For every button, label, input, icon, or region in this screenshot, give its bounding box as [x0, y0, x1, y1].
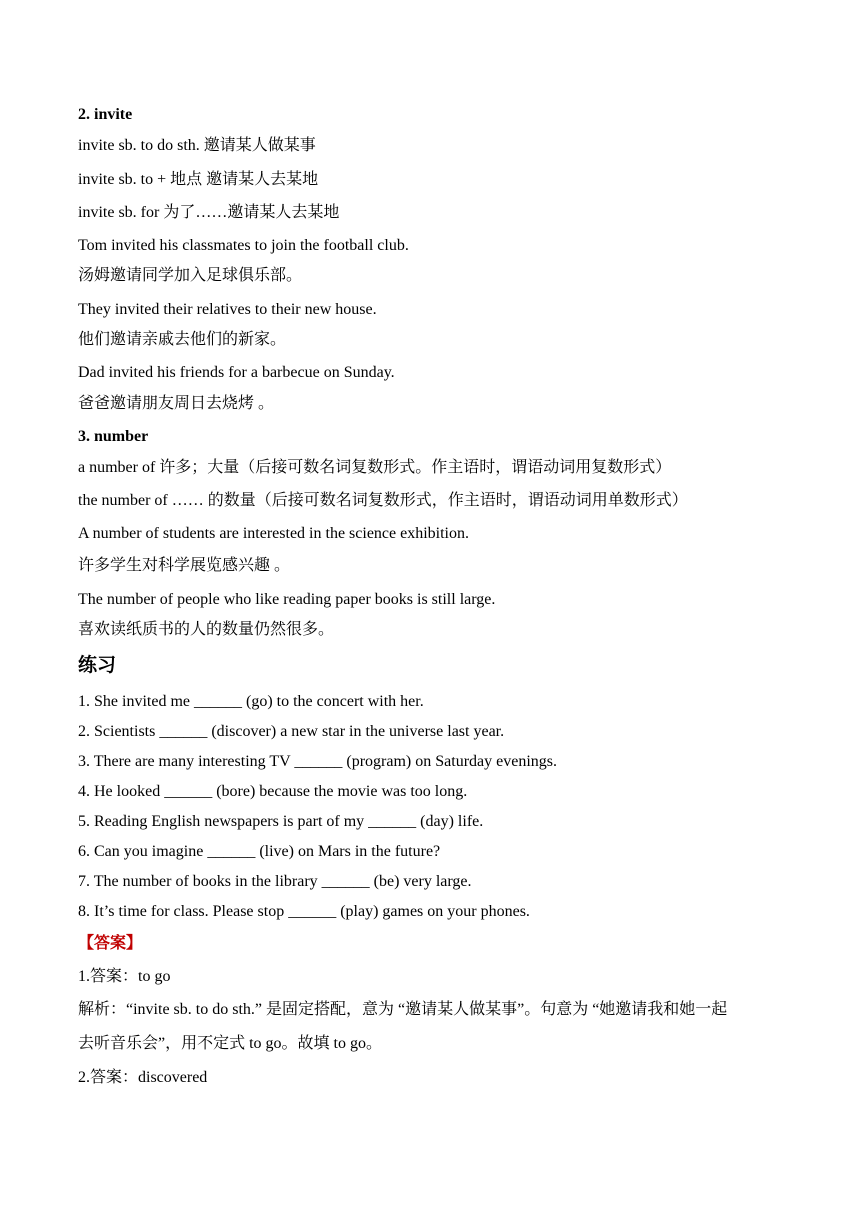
example-translation: 他们邀请亲戚去他们的新家。	[78, 331, 287, 348]
text-line: invite sb. to do sth. 邀请某人做某事	[78, 137, 316, 154]
exercise-item: 2. Scientists ______ (discover) a new star in the universe last year.	[78, 723, 505, 740]
answers-heading: 【答案】	[78, 933, 143, 952]
answer-line: 2.答案：discovered	[78, 1069, 208, 1086]
exercise-item: 8. It’s time for class. Please stop ______ (play) games on your phones.	[78, 903, 530, 920]
text-line: invite sb. for 为了……邀请某人去某地	[78, 204, 340, 221]
example-translation: 爸爸邀请朋友周日去烧烤 。	[78, 395, 275, 412]
example-sentence: Dad invited his friends for a barbecue on Sunday.	[78, 364, 395, 381]
example-translation: 汤姆邀请同学加入足球俱乐部。	[78, 267, 303, 284]
exercise-item: 3. There are many interesting TV ______ (program) on Saturday evenings.	[78, 753, 557, 770]
exercise-item: 1. She invited me ______ (go) to the concert with her.	[78, 693, 424, 710]
exercise-item: 5. Reading English newspapers is part of my ______ (day) life.	[78, 813, 484, 830]
section-heading-invite: 2. invite	[78, 106, 133, 123]
exercise-item: 7. The number of books in the library ______ (be) very large.	[78, 873, 472, 890]
example-sentence: Tom invited his classmates to join the football club.	[78, 237, 409, 254]
exercise-item: 6. Can you imagine ______ (live) on Mars in the future?	[78, 843, 441, 860]
example-sentence: They invited their relatives to their new house.	[78, 301, 377, 318]
example-sentence: A number of students are interested in the science exhibition.	[78, 525, 469, 542]
text-line: the number of …… 的数量（后接可数名词复数形式，作主语时，谓语动词用单数形式）	[78, 492, 688, 509]
answer-analysis: 去听音乐会”，用不定式 to go。故填 to go。	[78, 1035, 382, 1052]
example-translation: 许多学生对科学展览感兴趣 。	[78, 557, 291, 574]
answer-analysis: 解析：“invite sb. to do sth.” 是固定搭配，意为 “邀请某人做某事”。句意为 “她邀请我和她一起	[78, 1001, 728, 1018]
section-heading-number: 3. number	[78, 428, 149, 445]
example-translation: 喜欢读纸质书的人的数量仍然很多。	[78, 621, 335, 638]
example-sentence: The number of people who like reading paper books is still large.	[78, 591, 496, 608]
text-line: a number of 许多；大量（后接可数名词复数形式。作主语时，谓语动词用复数形式）	[78, 459, 672, 476]
answer-line: 1.答案：to go	[78, 968, 171, 985]
text-line: invite sb. to + 地点 邀请某人去某地	[78, 171, 319, 188]
exercise-item: 4. He looked ______ (bore) because the movie was too long.	[78, 783, 468, 800]
exercise-heading: 练习	[78, 654, 117, 676]
